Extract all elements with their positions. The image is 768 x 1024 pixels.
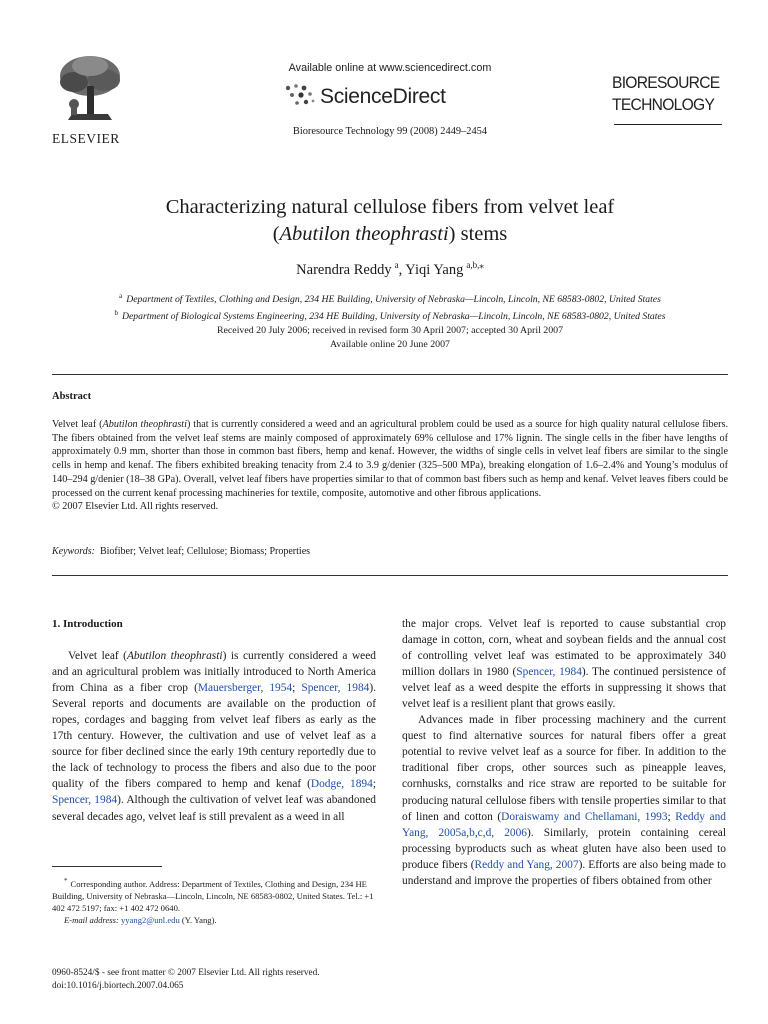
author-list xyxy=(52,260,728,279)
ref-mauersberger-1954[interactable]: Mauersberger, 1954 xyxy=(197,682,293,695)
author-2-affil: a,b,⁎ xyxy=(466,260,484,270)
affiliation-b-mark: b xyxy=(114,308,118,317)
intro-p1-species: Abutilon theophrasti xyxy=(126,650,223,663)
ref-doraiswamy-1993[interactable]: Doraiswamy and Chellamani, 1993 xyxy=(501,810,668,823)
abstract-paragraph xyxy=(52,418,728,500)
ref-reddy-yang-2005[interactable]: Reddy and Yang, 2005a,b,c,d, 2006 xyxy=(402,810,726,839)
keywords-label: Keywords: xyxy=(52,546,95,557)
affiliations xyxy=(52,290,728,323)
abstract-body xyxy=(52,418,728,514)
affiliation-a xyxy=(52,290,728,307)
sciencedirect-logo xyxy=(282,82,482,112)
intro-p1-text-a: Velvet leaf ( xyxy=(68,650,127,663)
journal-logo-line2: TECHNOLOGY xyxy=(612,95,715,114)
elsevier-tree-icon xyxy=(52,52,128,124)
abstract-copyright: © 2007 Elsevier Ltd. All rights reserved. xyxy=(52,501,219,513)
sciencedirect-dots-icon xyxy=(282,82,318,110)
header-divider xyxy=(52,374,728,375)
title-paren-open: ( xyxy=(272,223,280,245)
journal-logo-rule xyxy=(614,124,722,125)
issn-line: 0960-8524/$ - see front matter © 2007 Elsevier Ltd. All rights reserved. xyxy=(52,968,320,978)
elsevier-wordmark: ELSEVIER xyxy=(52,131,120,146)
right-column xyxy=(402,616,726,889)
footnote xyxy=(52,866,376,927)
title-line2-end: ) stems xyxy=(448,223,508,245)
author-separator: , xyxy=(398,261,406,278)
affiliation-a-text: Department of Textiles, Clothing and Design, 234 HE Building, University of Nebraska—Lincoln, Lincoln, NE 68583-0802, United States xyxy=(126,294,661,306)
keywords-list: Biofiber; Velvet leaf; Cellulose; Biomass; Properties xyxy=(99,546,311,557)
ref-separator: ; xyxy=(292,682,302,695)
online-date: Available online 20 June 2007 xyxy=(330,338,450,350)
footnote-email xyxy=(52,914,376,926)
abstract-species: Abutilon theophrasti xyxy=(102,419,187,430)
intro-p1-text-b: ) is currently considered a weed and an agricultural problem was initially introduced to North America from China as a fiber crop ( xyxy=(52,650,376,695)
ref-dodge-1894[interactable]: Dodge, 1894 xyxy=(310,778,373,791)
intro-p2-text-c: ). Efforts are also being made to understand and improve the properties of fibers obtained from other xyxy=(402,858,726,887)
doi-line: doi:10.1016/j.biortech.2007.04.065 xyxy=(52,980,184,991)
journal-logo-line1: BIORESOURCE xyxy=(612,73,720,92)
email-label: E-mail address: xyxy=(64,915,119,926)
affiliation-a-mark: a xyxy=(119,292,123,300)
intro-p1-text-d-left: ). Although the cultivation of velvet leaf was abandoned several decades ago, velvet leaf is still prevalent as a weed in all xyxy=(52,794,376,823)
affiliation-b-text: Department of Biological Systems Engineering, 234 HE Building, University of Nebraska—Lincoln, Lincoln, NE 68583-0802, United States xyxy=(121,310,666,322)
intro-p1-text-d-right: the major crops. Velvet leaf is reported to cause substantial crop damage in cotton, corn, wheat and soybean fields and the annual cost of controlling velvet leaf was estimated to be approximately 340 million dollars in 1980 ( xyxy=(402,618,726,679)
ref-separator: ; xyxy=(667,810,676,823)
available-online-text: Available online at www.sciencedirect.com xyxy=(288,62,492,74)
ref-separator: ; xyxy=(372,778,376,791)
journal-logo xyxy=(612,72,730,140)
intro-paragraph-2 xyxy=(402,712,726,889)
ref-reddy-yang-2007[interactable]: Reddy and Yang, 2007 xyxy=(474,858,579,871)
author-1: Narendra Reddy xyxy=(296,261,392,278)
left-column xyxy=(52,616,376,825)
footnote-corresponding xyxy=(52,875,376,914)
email-suffix: (Y. Yang). xyxy=(179,915,217,926)
intro-p1-text-e: ). The continued persistence of velvet leaf as a weed despite the efforts in suppressing it shows that velvet leaf is a resilient plant that grows easily. xyxy=(402,666,726,711)
intro-paragraph-1-cont xyxy=(402,616,726,712)
author-2: Yiqi Yang xyxy=(405,261,464,278)
intro-p2-text-b: ). Similarly, protein containing cereal processing byproducts such as wheat gluten have also been used to produce fibers ( xyxy=(402,826,726,871)
article-dates xyxy=(52,324,728,351)
title-line-1: Characterizing natural cellulose fibers from velvet leaf xyxy=(165,196,615,218)
intro-p1-text-c: ). Several reports and documents are available on the production of ropes, cordages and bagging from velvet leaf fibers as early as the 17th century. However, the cultivation and use of velvet leaf as a source for fiber declined since the early 19th century reportedly due to the lack of technology to process the fibers and also due to the poor quality of the fibers compared to hemp and kenaf ( xyxy=(52,682,376,791)
author-1-affil: a xyxy=(394,260,399,270)
elsevier-logo xyxy=(52,52,128,146)
intro-paragraph-1 xyxy=(52,648,376,825)
abstract-divider xyxy=(52,575,728,576)
title-species: Abutilon theophrasti xyxy=(279,223,449,245)
sciencedirect-wordmark: ScienceDirect xyxy=(320,85,446,108)
article-title xyxy=(52,194,728,248)
author-email-link[interactable]: yyang2@unl.edu xyxy=(120,915,180,926)
ref-spencer-1984[interactable]: Spencer, 1984 xyxy=(301,682,370,695)
intro-heading: 1. Introduction xyxy=(52,618,123,630)
received-dates: Received 20 July 2006; received in revised form 30 April 2007; accepted 30 April 2007 xyxy=(216,325,564,336)
footnote-rule xyxy=(52,866,162,867)
footnote-mark: * xyxy=(64,877,68,885)
title-line-2 xyxy=(52,221,728,248)
abstract-text-b: ) that is currently considered a weed and an agricultural problem could be used as a source for high quality natural cellulose fibers. The fibers obtained from the velvet leaf stems are mainly composed of approximately 69% cellulose and 17% lignin. The single cells in the fiber have lengths of approximately 0.9 mm, shorter than those in common bast fibers, hemp and kenaf. However, the widths of single cells in velvet leaf fibers are similar to the single cells in hemp and kenaf. The fibers exhibited breaking tenacity from 2.4 to 3.9 g/denier (325–500 MPa), breaking elongation of 1.6–2.4% and Young’s modulus of 140–294 g/denier (18–38 GPa). Overall, velvet leaf fibers have properties similar to that of common bast fibers such as hemp and kenaf. Velvet leaves fibers could be processed on the current kenaf processing machineries for textile, composite, automotive and other fibrous applications. xyxy=(52,419,729,499)
abstract-heading: Abstract xyxy=(52,391,92,402)
front-matter xyxy=(52,967,472,992)
ref-spencer-1984[interactable]: Spencer, 1984 xyxy=(516,666,582,679)
abstract-text-a: Velvet leaf ( xyxy=(52,419,103,430)
keywords xyxy=(52,546,728,557)
journal-citation: Bioresource Technology 99 (2008) 2449–2454 xyxy=(292,126,488,137)
ref-spencer-1984[interactable]: Spencer, 1984 xyxy=(52,794,118,807)
footnote-text: Corresponding author. Address: Department of Textiles, Clothing and Design, 234 HE Building, University of Nebraska—Lincoln, Lincoln, NE 68583-0802, United States. Tel.: +1 402 472 5197; fax: +1 402 472 0640. xyxy=(52,878,374,914)
affiliation-b xyxy=(52,307,728,324)
intro-p2-text-a: Advances made in fiber processing machinery and the current quest to find alternative sources for natural fibers offer a great potential to revive velvet leaf as a source for fiber. In addition to the traditional fiber crops, other sources such as pineapple leaves, cornhusks, cornstalks and rice straw are reported to be suitable for producing natural cellulose fibers with tensile properties similar to that of linen and cotton ( xyxy=(402,714,726,823)
